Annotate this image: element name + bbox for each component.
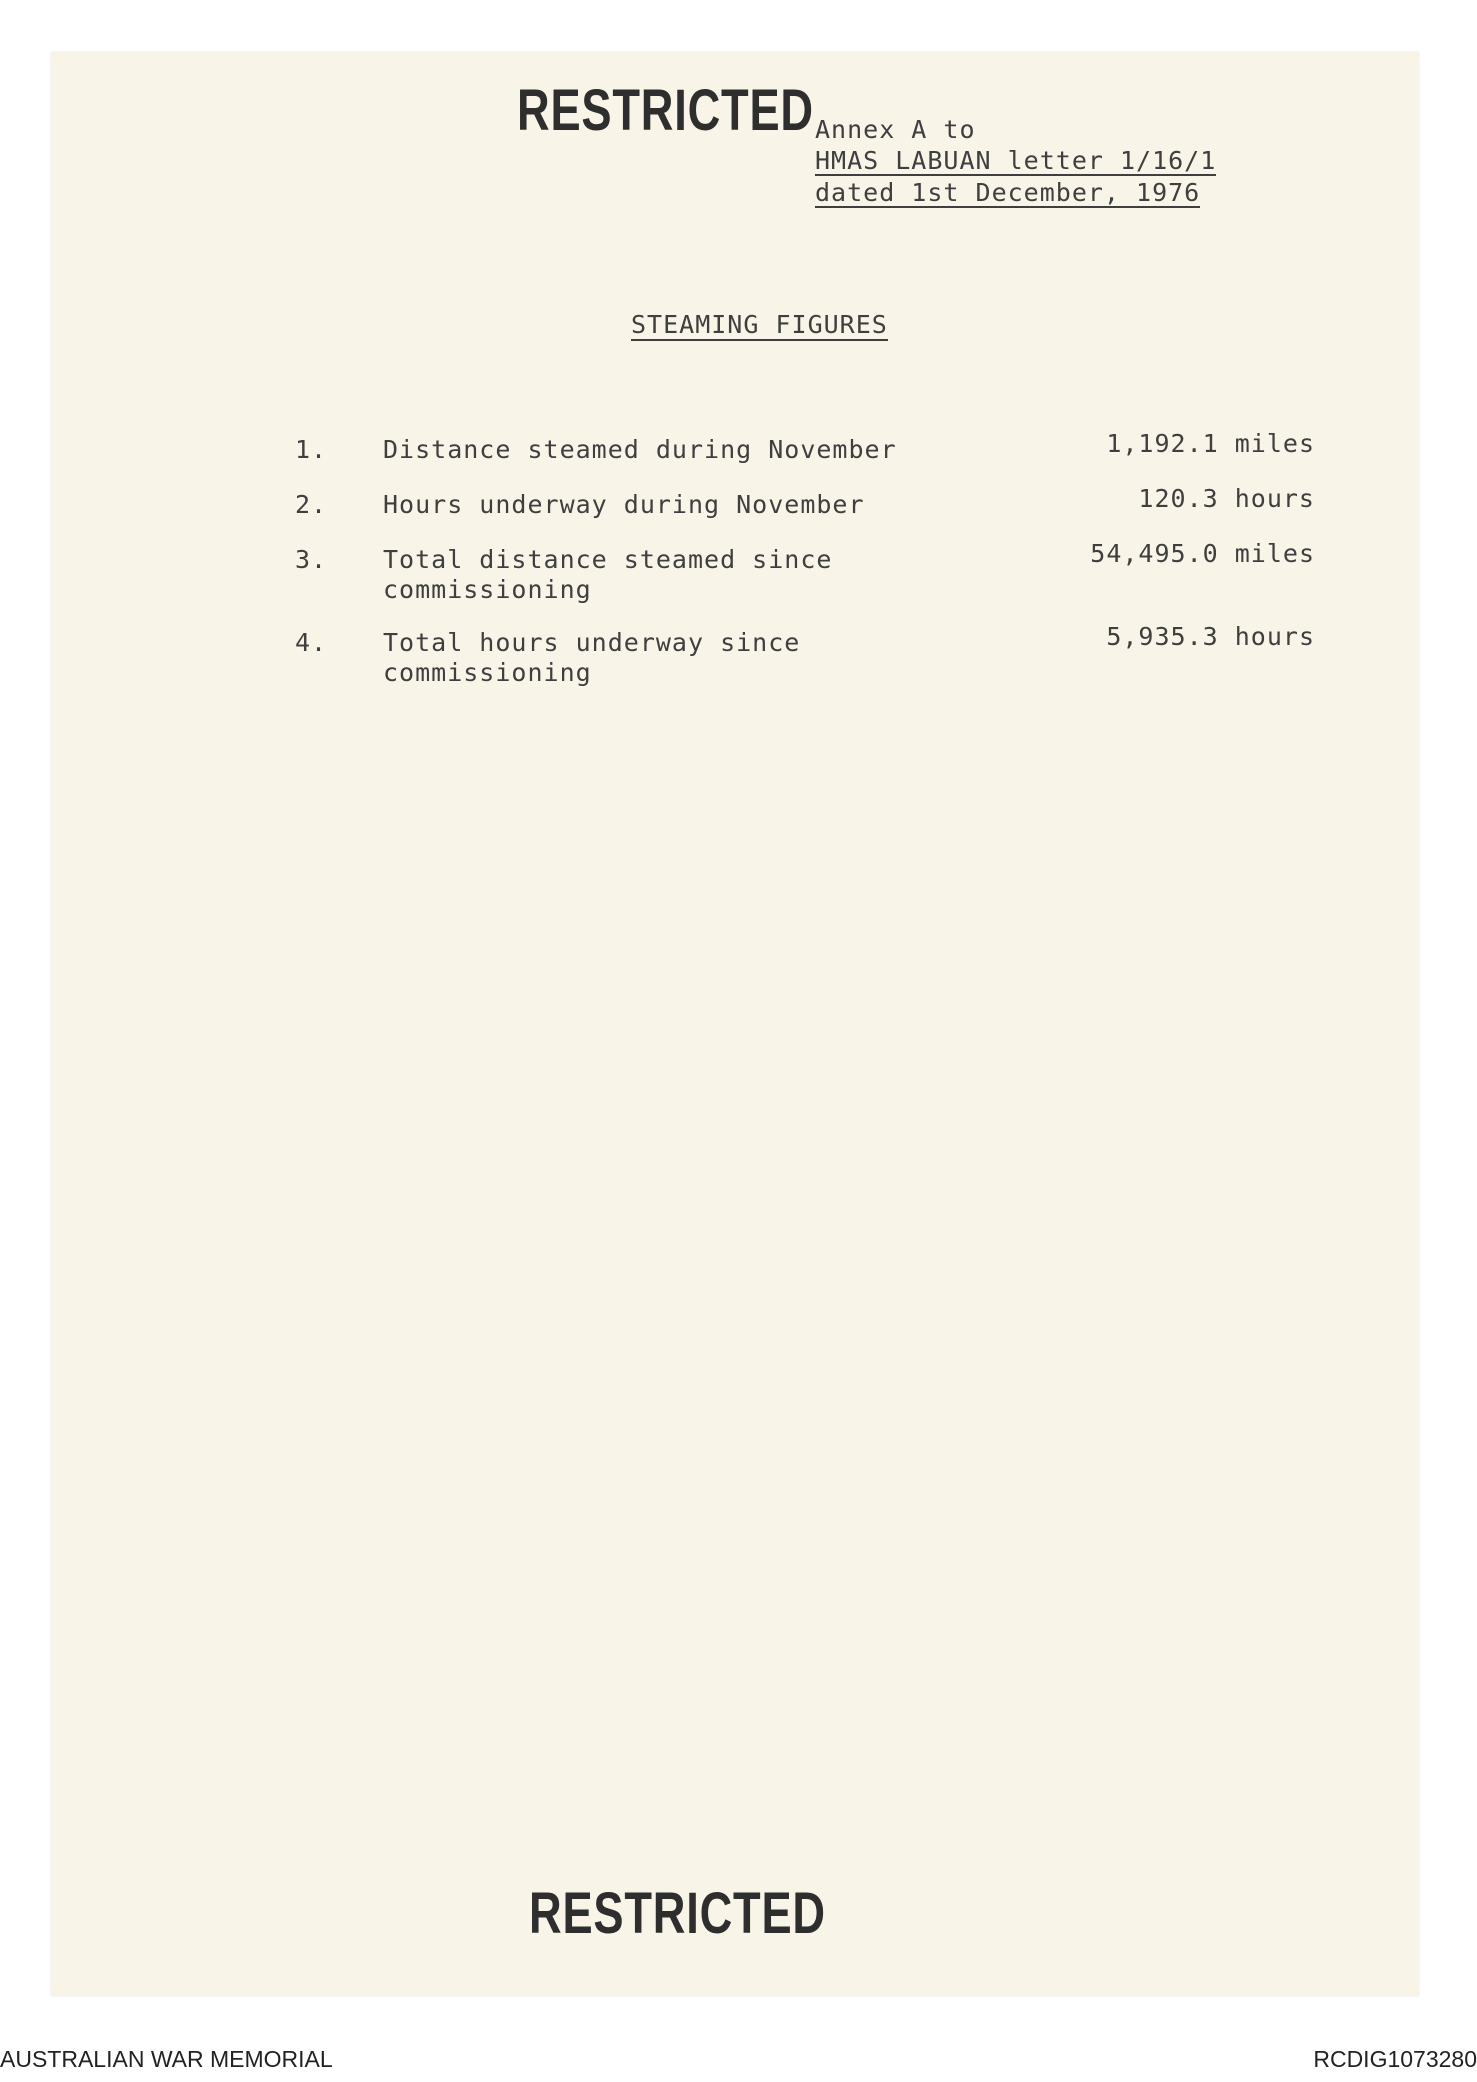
document-heading [631, 310, 888, 340]
item-value: 5,935.3 hours [1106, 622, 1315, 651]
document-page [51, 52, 1419, 1996]
item-number: 1. [295, 435, 328, 464]
heading-text: STEAMING FIGURES [631, 310, 888, 339]
annex-line-3: dated 1st December, 1976 [815, 178, 1201, 207]
footer-identifier: RCDIG1073280 [1313, 2046, 1477, 2072]
item-description: Total distance steamed since commissioning [383, 545, 833, 604]
footer-source: AUSTRALIAN WAR MEMORIAL [0, 2046, 333, 2072]
item-number: 3. [295, 545, 328, 574]
annex-line-1: Annex A to [815, 115, 976, 144]
item-description: Distance steamed during November [383, 435, 897, 464]
restricted-stamp-bottom: RESTRICTED [529, 1881, 826, 1946]
annex-line-2: HMAS LABUAN letter 1/16/1 [815, 146, 1217, 175]
item-number: 4. [295, 628, 328, 657]
item-value: 1,192.1 miles [1106, 429, 1315, 458]
item-value: 120.3 hours [1138, 484, 1315, 513]
item-number: 2. [295, 490, 328, 519]
restricted-stamp-top: RESTRICTED [517, 78, 814, 143]
item-value: 54,495.0 miles [1090, 539, 1315, 568]
annex-reference [815, 117, 1255, 208]
item-description: Total hours underway since commissioning [383, 628, 801, 687]
item-description: Hours underway during November [383, 490, 865, 519]
